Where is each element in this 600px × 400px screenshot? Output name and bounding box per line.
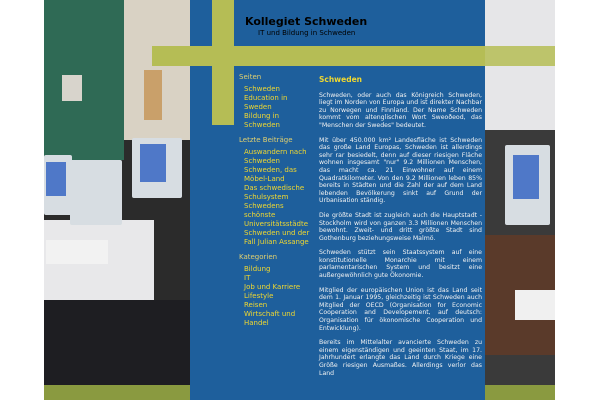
computer-monitor [70,160,122,225]
sidebar-link-bildung[interactable]: Bildung in Schweden [244,112,280,129]
poster [62,75,82,101]
article-paragraph: Mitglied der europäischen Union ist das Land seit dem 1. Januar 1995, gleichzeitig ist Schweden auch Mitglied der OECD (Organisation for Economic Cooperation and Developement, auf deutsch: Organisation für ökonomische Cooperation und Entwicklung). [319,286,482,332]
sidebar-link-category[interactable]: Lifestyle [244,292,274,300]
sidebar-link-schweden[interactable]: Schweden [244,85,280,93]
sidebar-heading-pages: Seiten [239,73,262,81]
sidebar-link-post[interactable]: Das schwedische Schulsystem [244,184,305,201]
bottom-band [190,385,485,400]
monitor-screen [513,155,539,199]
sidebar-link-post[interactable]: Schweden, das Möbel-Land [244,166,297,183]
cross-horizontal-bar [152,46,485,66]
floor [44,300,190,385]
keyboard [515,290,555,320]
sidebar-heading-categories: Kategorien [239,253,278,261]
article-heading: Schweden [319,75,362,84]
keyboard [46,240,108,264]
sidebar-link-category[interactable]: Reisen [244,301,268,309]
sidebar [239,73,313,328]
sidebar-heading-recent: Letzte Beiträge [239,136,293,144]
sidebar-link-post[interactable]: Schwedens schönste Universitätsstädte [244,202,309,228]
article-paragraph: Schweden, oder auch das Königreich Schweden, liegt im Norden von Europa und ist direkter Nachbar zu Norwegen und Finnland. Der Name Schweden kommt vom altenglischen Wort Sweoðeod, das "Menschen der Swedes" bedeutet. [319,91,482,129]
sidebar-link-category[interactable]: Job und Karriere [244,283,301,291]
article-paragraph: Die größte Stadt ist zugleich auch die Hauptstadt - Stockholm wird von ganzen 3.3 Millionen Menschen bewohnt. Zweit- und dritt größte Stadt sind Gothenburg beziehungsweise Malmö. [319,211,482,242]
monitor-screen [46,162,66,196]
article-paragraph: Schweden stützt sein Staatssystem auf eine konstitutionelle Monarchie mit einem parlamentarischen System und besitzt eine außergewöhnlich gute Ökonomie. [319,249,482,280]
site-title[interactable]: Kollegiet Schweden [245,15,368,28]
sidebar-link-post[interactable]: Auswandern nach Schweden [244,148,307,165]
article-paragraph: Bereits im Mittelalter avancierte Schweden zu einem eigenständigen und geeinten Staat, im 17. Jahrhundert erlangte das Land durch Kriege eine Größe riesigen Ausmaßes. Allerdings verlor das Land [319,339,482,377]
site-subtitle: IT und Bildung in Schweden [258,29,356,37]
article [319,76,482,384]
sidebar-link-category[interactable]: Wirtschaft und Handel [244,310,296,327]
wall-panel [44,0,124,160]
sidebar-link-education[interactable]: Education in Sweden [244,94,288,111]
poster [144,70,162,120]
sidebar-link-category[interactable]: Bildung [244,265,271,273]
sidebar-link-post[interactable]: Schweden und der Fall Julian Assange [244,229,310,246]
cross-horizontal-bar [485,46,555,66]
sidebar-link-category[interactable]: IT [244,274,251,282]
article-paragraph: Mit über 450.000 km² Landesfläche ist Schweden das große Land Europas, Schweden ist allerdings sehr rar besiedelt, denn auf dieser riesigen Fläche wohnen insgesamt "nur" 9.2 Millionen Menschen, das macht ca. 21 Einwohner auf einem Quadratkilometer. Von den 9.2 Millionen leben 85% bereits in Städten und die Zahl der auf dem Land lebenden Bevölkerung sinkt auf Grund der Urbanisation ständig. [319,136,482,205]
monitor-screen [140,144,166,182]
